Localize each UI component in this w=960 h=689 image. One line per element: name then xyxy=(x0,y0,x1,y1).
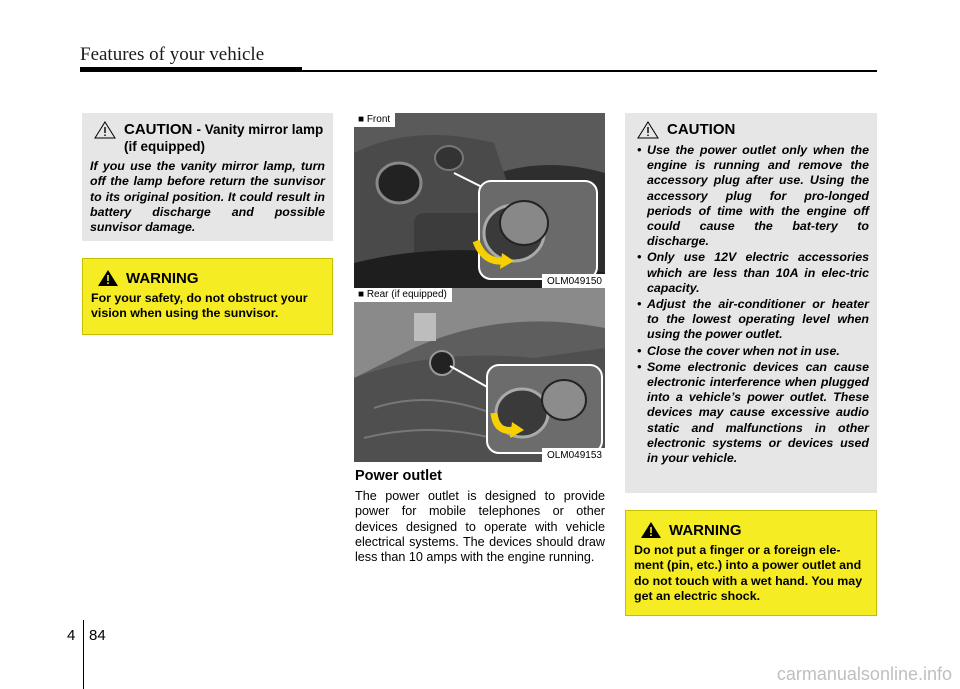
caution-outlet-title: CAUTION xyxy=(667,121,736,138)
caution-outlet-list xyxy=(633,143,869,466)
list-item: • Close the cover when not in use. xyxy=(633,344,869,359)
caution-vanity-box xyxy=(82,113,333,241)
warning-triangle-icon xyxy=(640,521,662,539)
warning-shock-text: Do not put a finger or a foreign ele-ment (pin, etc.) into a power outlet and do not touch with a wet hand. You may get an electric shock. xyxy=(634,543,863,604)
caution-vanity-text: If you use the vanity mirror lamp, turn off the lamp before return the sunvisor to its original position. It could result in battery discharge and possible sunvisor damage. xyxy=(90,159,325,235)
front-photo-label: ■ Front xyxy=(354,113,395,127)
caution-vanity-title: CAUTION xyxy=(124,121,193,138)
warning-sunvisor-text: For your safety, do not obstruct your vision when using the sunvisor. xyxy=(91,291,308,321)
chapter-number: 4 xyxy=(67,627,76,644)
power-outlet-description: The power outlet is designed to provide power for mobile telephones or other devices designed to operate with vehicle electrical systems. The devices should draw less than 10 amps with the engine running. xyxy=(355,489,605,565)
caution-triangle-icon xyxy=(94,121,116,139)
header-rule-thick xyxy=(80,67,302,72)
rear-power-outlet-photo xyxy=(354,288,605,462)
list-item: • Some electronic devices can cause electronic interference when plugged into a vehicle’s power outlet. These devices may cause excessive audio static and malfunctions in other electronic systems or devices used in your vehicle. xyxy=(633,360,869,466)
rear-outlet-illustration xyxy=(354,288,605,462)
caution-triangle-icon xyxy=(637,121,659,139)
page-number: 84 xyxy=(89,627,106,644)
caution-outlet-box xyxy=(625,113,877,493)
warning-sunvisor-box xyxy=(82,258,333,335)
front-power-outlet-photo xyxy=(354,113,605,288)
caution-vanity-subtitle: - Vanity mirror lamp (if equipped) xyxy=(124,122,324,154)
list-item: • Adjust the air-conditioner or heater to the lowest operating level when using the power outlet. xyxy=(633,297,869,343)
warning-triangle-icon xyxy=(97,269,119,287)
front-outlet-illustration xyxy=(354,113,605,288)
list-item: • Use the power outlet only when the engine is running and remove the accessory plug after use. Using the accessory plug for pro-longed periods of time with the engine off could cause the bat-tery to discharge. xyxy=(633,143,869,249)
header-rule-thin xyxy=(302,70,877,72)
footer-divider xyxy=(83,620,84,689)
power-outlet-heading: Power outlet xyxy=(355,468,443,484)
warning-shock-title: WARNING xyxy=(669,521,742,539)
warning-shock-box xyxy=(625,510,877,616)
page-header-title: Features of your vehicle xyxy=(80,44,265,65)
watermark: carmanualsonline.info xyxy=(776,664,952,684)
rear-photo-label: ■ Rear (if equipped) xyxy=(354,288,452,302)
warning-sunvisor-title: WARNING xyxy=(126,269,199,287)
list-item: • Only use 12V electric accessories which are less than 10A in elec-tric capacity. xyxy=(633,250,869,296)
front-photo-code: OLM049150 xyxy=(542,274,605,288)
rear-photo-code: OLM049153 xyxy=(542,448,605,462)
